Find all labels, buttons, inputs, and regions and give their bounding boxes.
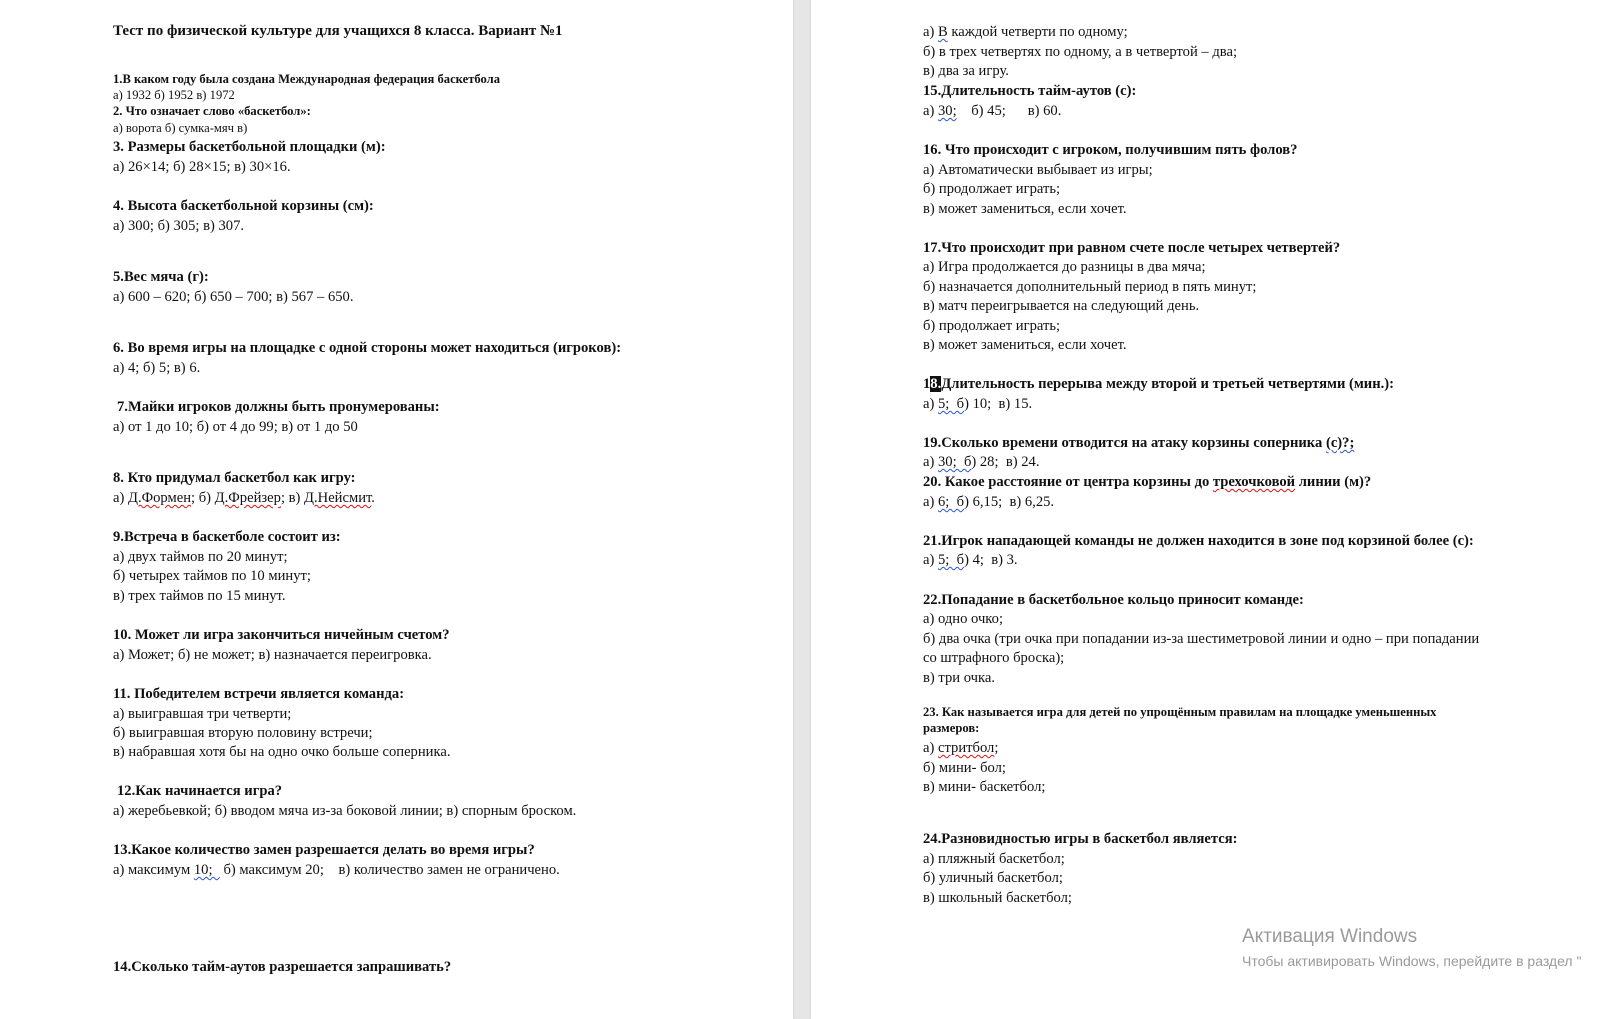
question-21: 21.Игрок нападающей команды не должен находится в зоне под корзиной более (с): bbox=[923, 533, 1474, 549]
question-8: 8. Кто придумал баскетбол как игру: bbox=[113, 470, 356, 486]
grammar-flag: 30; б bbox=[938, 454, 972, 470]
spellcheck-word: Д.Формен bbox=[128, 490, 192, 506]
question-11: 11. Победителем встречи является команда: bbox=[113, 686, 405, 702]
grammar-flag: В bbox=[938, 24, 948, 40]
grammar-flag: 30; bbox=[938, 103, 957, 119]
answer-17e: в) может замениться, если хочет. bbox=[923, 337, 1127, 353]
answer-11c: в) набравшая хотя бы на одно очко больше соперника. bbox=[113, 744, 451, 760]
answer-14a: а) В каждой четверти по одному; bbox=[923, 24, 1128, 40]
answer-24c: в) школьный баскетбол; bbox=[923, 890, 1072, 906]
grammar-flag: (с)?; bbox=[1325, 435, 1355, 451]
question-23: 23. Как называется игра для детей по упрощённым правилам на площадке уменьшенных bbox=[923, 705, 1437, 719]
answer-14b: б) в трех четвертях по одному, а в четвертой – два; bbox=[923, 44, 1238, 60]
answer-21: а) 5; б) 4; в) 3. bbox=[923, 552, 1018, 568]
grammar-flag: 10; bbox=[193, 862, 220, 878]
question-2: 2. Что означает слово «баскетбол»: bbox=[113, 104, 311, 118]
question-6: 6. Во время игры на площадке с одной стороны может находиться (игроков): bbox=[113, 340, 622, 356]
answer-24b: б) уличный баскетбол; bbox=[923, 870, 1063, 886]
answer-16c: в) может замениться, если хочет. bbox=[923, 201, 1127, 217]
answer-22b-cont: со штрафного броска); bbox=[923, 650, 1065, 666]
question-17: 17.Что происходит при равном счете после четырех четвертей? bbox=[923, 240, 1341, 256]
answer-16b: б) продолжает играть; bbox=[923, 181, 1061, 197]
answer-1: а) 1932 б) 1952 в) 1972 bbox=[113, 88, 235, 102]
question-3: 3. Размеры баскетбольной площадки (м): bbox=[113, 139, 386, 155]
answer-9a: а) двух таймов по 20 минут; bbox=[113, 549, 288, 565]
question-5: 5.Вес мяча (г): bbox=[113, 269, 209, 285]
question-24: 24.Разновидностью игры в баскетбол является: bbox=[923, 831, 1238, 847]
answer-8: а) Д.Формен; б) Д.Фрейзер; в) Д.Нейсмит. bbox=[113, 490, 375, 506]
answer-9c: в) трех таймов по 15 минут. bbox=[113, 588, 286, 604]
text-selection: 8. bbox=[930, 376, 942, 392]
answer-23b: б) мини- бол; bbox=[923, 760, 1006, 776]
answer-2: а) ворота б) сумка-мяч в) bbox=[113, 121, 248, 135]
windows-activation-watermark-title: Активация Windows bbox=[1242, 926, 1418, 947]
answer-11b: б) выигравшая вторую половину встречи; bbox=[113, 725, 373, 741]
answer-17a: а) Игра продолжается до разницы в два мяча; bbox=[923, 259, 1206, 275]
answer-22a: а) одно очко; bbox=[923, 611, 1004, 627]
answer-17c: в) матч переигрывается на следующий день. bbox=[923, 298, 1200, 314]
spellcheck-word: трехочковой bbox=[1212, 474, 1296, 490]
answer-19: а) 30; б) 28; в) 24. bbox=[923, 454, 1040, 470]
answer-9b: б) четырех таймов по 10 минут; bbox=[113, 568, 311, 584]
answer-5: а) 600 – 620; б) 650 – 700; в) 567 – 650. bbox=[113, 289, 354, 305]
question-20: 20. Какое расстояние от центра корзины до трехочковой линии (м)? bbox=[923, 474, 1372, 490]
spellcheck-word: стритбол bbox=[938, 740, 995, 756]
grammar-flag: 6; б bbox=[938, 494, 965, 510]
answer-14c: в) два за игру. bbox=[923, 63, 1009, 79]
answer-3: а) 26×14; б) 28×15; в) 30×16. bbox=[113, 159, 291, 175]
grammar-flag: 5; б bbox=[938, 552, 965, 568]
document-page-left bbox=[0, 0, 793, 1019]
question-7: 7.Майки игроков должны быть пронумерованы: bbox=[117, 399, 440, 415]
test-title: Тест по физической культуре для учащихся 8 класса. Вариант №1 bbox=[113, 23, 563, 39]
question-23-cont: размеров: bbox=[923, 721, 980, 735]
question-15: 15.Длительность тайм-аутов (с): bbox=[923, 83, 1137, 99]
answer-17d: б) продолжает играть; bbox=[923, 318, 1061, 334]
answer-17b: б) назначается дополнительный период в пять минут; bbox=[923, 279, 1257, 295]
question-16: 16. Что происходит с игроком, получившим пять фолов? bbox=[923, 142, 1298, 158]
question-4: 4. Высота баскетбольной корзины (см): bbox=[113, 198, 374, 214]
spellcheck-word: Д.Фрейзер bbox=[214, 490, 281, 506]
answer-11a: а) выигравшая три четверти; bbox=[113, 706, 292, 722]
answer-12: а) жеребьевкой; б) вводом мяча из-за боковой линии; в) спорным броском. bbox=[113, 803, 577, 819]
question-9: 9.Встреча в баскетболе состоит из: bbox=[113, 529, 341, 545]
spellcheck-word: Д.Нейсмит bbox=[304, 490, 372, 506]
answer-24a: а) пляжный баскетбол; bbox=[923, 851, 1065, 867]
answer-10: а) Может; б) не может; в) назначается переигровка. bbox=[113, 647, 432, 663]
question-10: 10. Может ли игра закончиться ничейным счетом? bbox=[113, 627, 450, 643]
answer-23a: а) стритбол; bbox=[923, 740, 999, 756]
answer-13: а) максимум 10; б) максимум 20; в) количество замен не ограничено. bbox=[113, 862, 560, 878]
answer-22c: в) три очка. bbox=[923, 670, 995, 686]
windows-activation-watermark-subtitle: Чтобы активировать Windows, перейдите в раздел " bbox=[1242, 953, 1582, 969]
question-14: 14.Сколько тайм-аутов разрешается запрашивать? bbox=[113, 959, 452, 975]
answer-4: а) 300; б) 305; в) 307. bbox=[113, 218, 245, 234]
answer-18: а) 5; б) 10; в) 15. bbox=[923, 396, 1033, 412]
answer-15: а) 30; б) 45; в) 60. bbox=[923, 103, 1062, 119]
document-page-right bbox=[811, 0, 1606, 1019]
answer-6: а) 4; б) 5; в) 6. bbox=[113, 360, 201, 376]
answer-20: а) 6; б) 6,15; в) 6,25. bbox=[923, 494, 1055, 510]
question-19: 19.Сколько времени отводится на атаку корзины соперника (с)?; bbox=[923, 435, 1355, 451]
question-18: 18.Длительность перерыва между второй и третьей четвертями (мин.): bbox=[923, 376, 1394, 392]
answer-22b: б) два очка (три очка при попадании из-за шестиметровой линии и одно – при попадании bbox=[923, 631, 1480, 647]
grammar-flag: 5; б bbox=[938, 396, 965, 412]
question-12: 12.Как начинается игра? bbox=[117, 783, 283, 799]
question-1: 1.В каком году была создана Международная федерация баскетбола bbox=[113, 72, 500, 86]
answer-7: а) от 1 до 10; б) от 4 до 99; в) от 1 до 50 bbox=[113, 419, 358, 435]
question-13: 13.Какое количество замен разрешается делать во время игры? bbox=[113, 842, 535, 858]
answer-23c: в) мини- баскетбол; bbox=[923, 779, 1046, 795]
question-22: 22.Попадание в баскетбольное кольцо приносит команде: bbox=[923, 592, 1304, 608]
answer-16a: а) Автоматически выбывает из игры; bbox=[923, 162, 1153, 178]
